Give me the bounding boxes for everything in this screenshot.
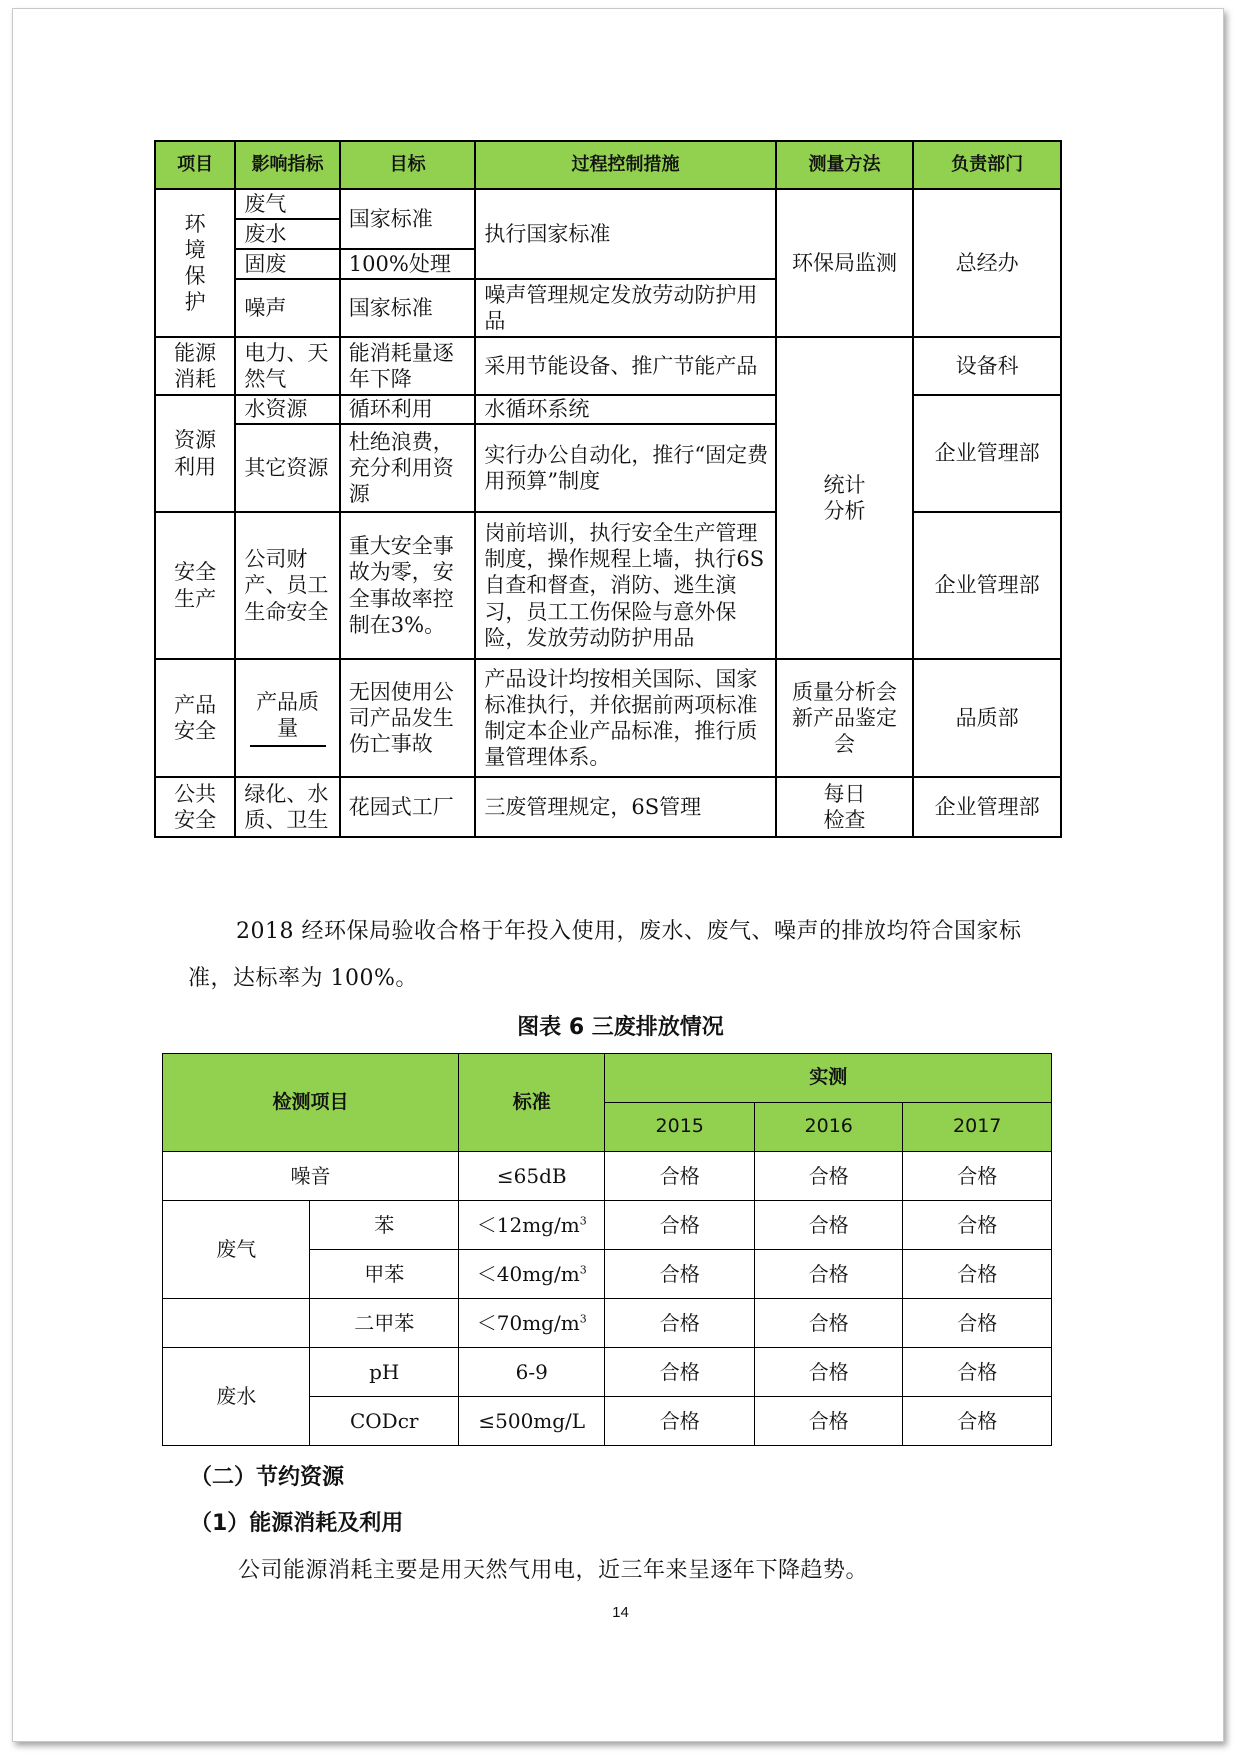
measure-noise: 噪声管理规定发放劳动防护用品 [475,279,775,337]
resource-measure-water: 水循环系统 [475,395,775,424]
public-indicator: 绿化、水质、卫生 [235,777,339,837]
result-cell: 合格 [903,1152,1052,1201]
result-cell: 合格 [903,1348,1052,1397]
safety-measure: 岗前培训，执行安全生产管理制度，操作规程上墙，执行6S自查和督查，消防、逃生演习，员工工伤保险与意外保险，发放劳动防护用品 [475,512,775,659]
empty-group-cell [163,1299,310,1348]
target-noise: 国家标准 [340,279,476,337]
subsection-heading: （1）能源消耗及利用 [190,1511,404,1536]
paragraph-energy: 公司能源消耗主要是用天然气用电，近三年来呈逐年下降趋势。 [238,1558,869,1583]
result-cell: 合格 [903,1299,1052,1348]
header-year-2017: 2017 [903,1103,1052,1152]
table-row [155,337,1061,395]
header-measure: 过程控制措施 [475,141,775,189]
target-solid: 100%处理 [340,249,476,279]
result-cell: 合格 [605,1299,754,1348]
group-waste-water: 废水 [163,1348,310,1446]
header-measured: 实测 [605,1054,1052,1103]
item-noise: 噪音 [163,1152,459,1201]
table-row [155,659,1061,777]
table-row [155,189,1061,219]
table-row [155,395,1061,424]
item-toluene: 甲苯 [310,1250,459,1299]
table-header-row [155,141,1061,189]
management-targets-table [154,140,1062,838]
header-item: 项目 [155,141,235,189]
result-cell: 合格 [903,1250,1052,1299]
table-row [155,777,1061,837]
dept-safety: 企业管理部 [913,512,1061,659]
table-header-row [163,1054,1052,1103]
table-row [163,1152,1052,1201]
paragraph-compliance: 2018 经环保局验收合格于年投入使用，废水、废气、噪声的排放均符合国家标准，达标率为 100%。 [188,919,1022,991]
product-target: 无因使用公司产品发生伤亡事故 [340,659,476,777]
table-row [163,1348,1052,1397]
table-row [163,1299,1052,1348]
result-cell: 合格 [754,1201,902,1250]
standard-codcr: ≤500mg/L [458,1397,604,1446]
table-row [163,1201,1052,1250]
standard-xylene: $<70mg/m^3$ [458,1299,604,1348]
result-cell: 合格 [754,1348,902,1397]
header-standard: 标准 [458,1054,604,1152]
result-cell: 合格 [605,1201,754,1250]
product-indicator: 产品质量 [235,659,339,777]
emissions-table [162,1053,1052,1446]
result-cell: 合格 [754,1299,902,1348]
public-measure: 三废管理规定，6S管理 [475,777,775,837]
env-item: 环境保护 [155,189,235,337]
page-number: 14 [612,1604,629,1621]
energy-item: 能源消耗 [155,337,235,395]
product-method: 质量分析会新产品鉴定会 [776,659,914,777]
table-caption: 图表 6 三废排放情况 [517,1015,724,1040]
header-test-item: 检测项目 [163,1054,459,1152]
dept-product: 品质部 [913,659,1061,777]
group-waste-gas: 废气 [163,1201,310,1299]
public-method: 每日检查 [776,777,914,837]
indicator-solid: 固废 [235,249,339,279]
item-codcr: CODcr [310,1397,459,1446]
measure-national: 执行国家标准 [475,189,775,279]
resource-indicator-other: 其它资源 [235,424,339,512]
result-cell: 合格 [605,1397,754,1446]
resource-measure-other: 实行办公自动化，推行“固定费用预算”制度 [475,424,775,512]
result-cell: 合格 [903,1397,1052,1446]
method-env: 环保局监测 [776,189,914,337]
dept-resource: 企业管理部 [913,395,1061,512]
item-ph: pH [310,1348,459,1397]
energy-indicator: 电力、天然气 [235,337,339,395]
standard-benzene: $<12mg/m^3$ [458,1201,604,1250]
result-cell: 合格 [605,1250,754,1299]
table-row [155,512,1061,659]
method-statistics: 统计分析 [776,337,914,659]
indicator-gas: 废气 [235,189,339,219]
item-xylene: 二甲苯 [310,1299,459,1348]
target-national: 国家标准 [340,189,476,249]
safety-item: 安全生产 [155,512,235,659]
dept-energy: 设备科 [913,337,1061,395]
result-cell: 合格 [754,1397,902,1446]
resource-target-other: 杜绝浪费，充分利用资源 [340,424,476,512]
energy-target: 能消耗量逐年下降 [340,337,476,395]
result-cell: 合格 [903,1201,1052,1250]
indicator-water: 废水 [235,219,339,249]
section-heading: （二）节约资源 [190,1465,345,1490]
dept-public: 企业管理部 [913,777,1061,837]
standard-noise: ≤65dB [458,1152,604,1201]
resource-target-water: 循环利用 [340,395,476,424]
dept-env: 总经办 [913,189,1061,337]
header-dept: 负责部门 [913,141,1061,189]
product-item: 产品安全 [155,659,235,777]
result-cell: 合格 [754,1152,902,1201]
standard-ph: 6-9 [458,1348,604,1397]
product-measure: 产品设计均按相关国际、国家标准执行，并依据前两项标准制定本企业产品标准，推行质量管理体系。 [475,659,775,777]
indicator-noise: 噪声 [235,279,339,337]
header-indicator: 影响指标 [235,141,339,189]
resource-item: 资源利用 [155,395,235,512]
safety-target: 重大安全事故为零，安全事故率控制在3%。 [340,512,476,659]
header-year-2015: 2015 [605,1103,754,1152]
resource-indicator-water: 水资源 [235,395,339,424]
result-cell: 合格 [754,1250,902,1299]
public-target: 花园式工厂 [340,777,476,837]
energy-measure: 采用节能设备、推广节能产品 [475,337,775,395]
result-cell: 合格 [605,1348,754,1397]
item-benzene: 苯 [310,1201,459,1250]
public-item: 公共安全 [155,777,235,837]
header-target: 目标 [340,141,476,189]
header-year-2016: 2016 [754,1103,902,1152]
header-method: 测量方法 [776,141,914,189]
result-cell: 合格 [605,1152,754,1201]
safety-indicator: 公司财产、员工生命安全 [235,512,339,659]
standard-toluene: $<40mg/m^3$ [458,1250,604,1299]
